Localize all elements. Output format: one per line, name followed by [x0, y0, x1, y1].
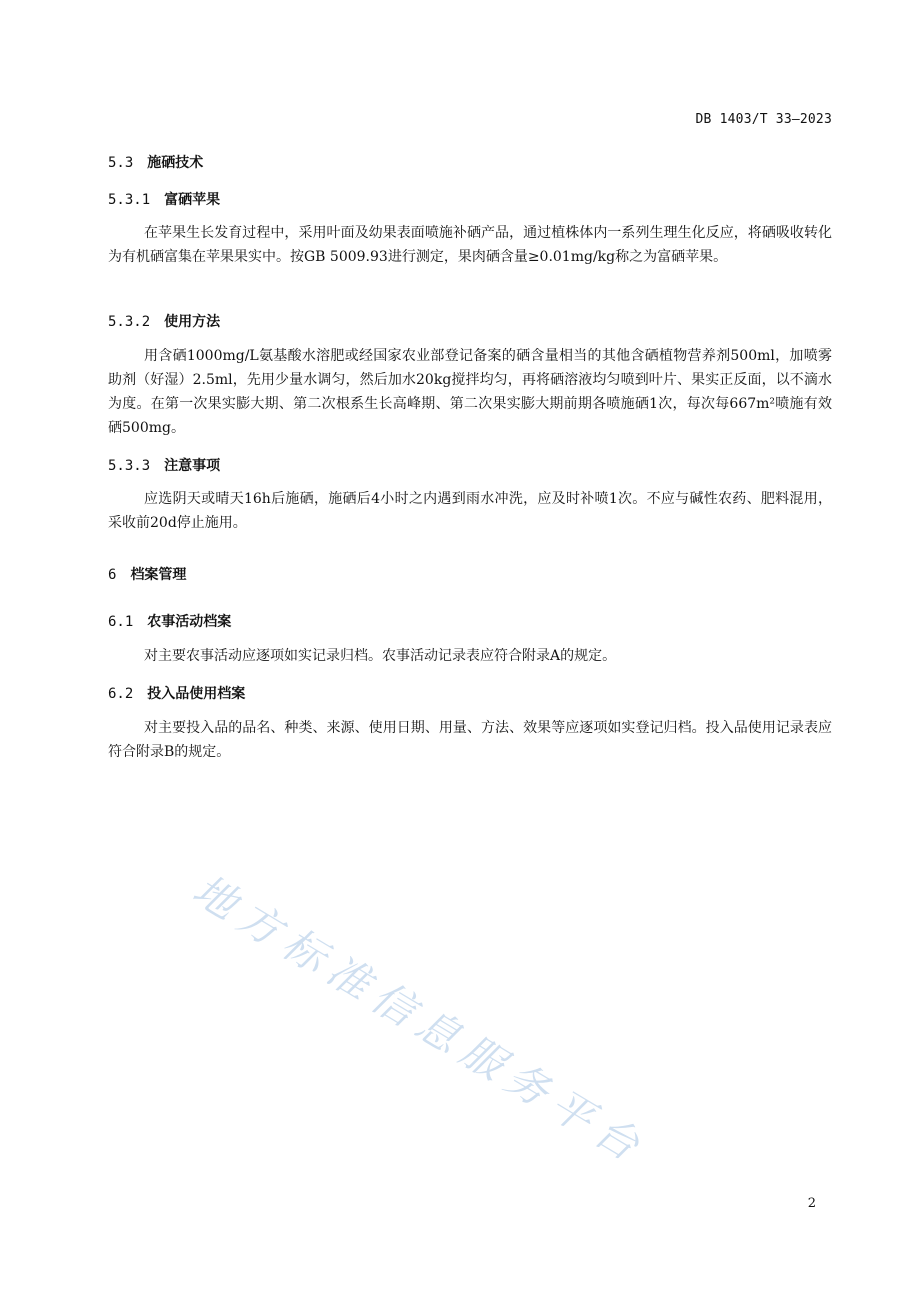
section-title: 档案管理 [130, 567, 187, 583]
section-title: 施硒技术 [147, 155, 204, 171]
section-number: 5.3.1 [108, 192, 151, 208]
section-title: 投入品使用档案 [147, 686, 246, 702]
section-title: 农事活动档案 [147, 614, 232, 630]
section-heading-5-3-1 [108, 189, 220, 209]
paragraph-6-2: 对主要投入品的品名、种类、来源、使用日期、用量、方法、效果等应逐项如实登记归档。投入品使用记录表应符合附录B的规定。 [108, 720, 832, 760]
section-heading-6-1 [108, 611, 231, 631]
paragraph-5-3-3: 应选阴天或晴天16h后施硒，施硒后4小时之内遇到雨水冲洗，应及时补喷1次。不应与碱性农药、肥料混用，采收前20d停止施用。 [108, 491, 832, 531]
page-number: 2 [807, 1196, 816, 1211]
paragraph-5-3-1: 在苹果生长发育过程中，采用叶面及幼果表面喷施补硒产品，通过植株体内一系列生理生化反应，将硒吸收转化为有机硒富集在苹果果实中。按GB 5009.93进行测定，果肉硒含量≥0.01mg/kg称之为富硒苹果。 [108, 225, 832, 265]
paragraph-5-3-2: 用含硒1000mg/L氨基酸水溶肥或经国家农业部登记备案的硒含量相当的其他含硒植物营养剂500ml，加喷雾助剂（好湿）2.5ml，先用少量水调匀，然后加水20kg搅拌均匀，再将硒溶液均匀喷到叶片、果实正反面，以不滴水为度。在第一次果实膨大期、第二次根系生长高峰期、第二次果实膨大期前期各喷施硒1次，每次每667m²喷施有效硒500mg。 [108, 348, 832, 436]
paragraph-6-1: 对主要农事活动应逐项如实记录归档。农事活动记录表应符合附录A的规定。 [144, 648, 617, 664]
section-number: 6.2 [108, 686, 134, 702]
section-heading-5-3 [108, 152, 203, 172]
section-heading-6-2 [108, 683, 245, 703]
section-title: 注意事项 [164, 458, 221, 474]
section-title: 富硒苹果 [164, 192, 221, 208]
section-number: 5.3 [108, 155, 134, 171]
section-heading-5-3-3 [108, 455, 220, 475]
section-heading-5-3-2 [108, 311, 220, 331]
section-number: 6 [108, 567, 117, 583]
section-number: 5.3.2 [108, 314, 151, 330]
section-heading-6 [108, 564, 186, 584]
section-number: 6.1 [108, 614, 134, 630]
watermark: 地方标准信息服务平台 [184, 864, 656, 1175]
document-code: DB 1403/T 33—2023 [695, 112, 832, 127]
section-title: 使用方法 [164, 314, 221, 330]
section-number: 5.3.3 [108, 458, 151, 474]
